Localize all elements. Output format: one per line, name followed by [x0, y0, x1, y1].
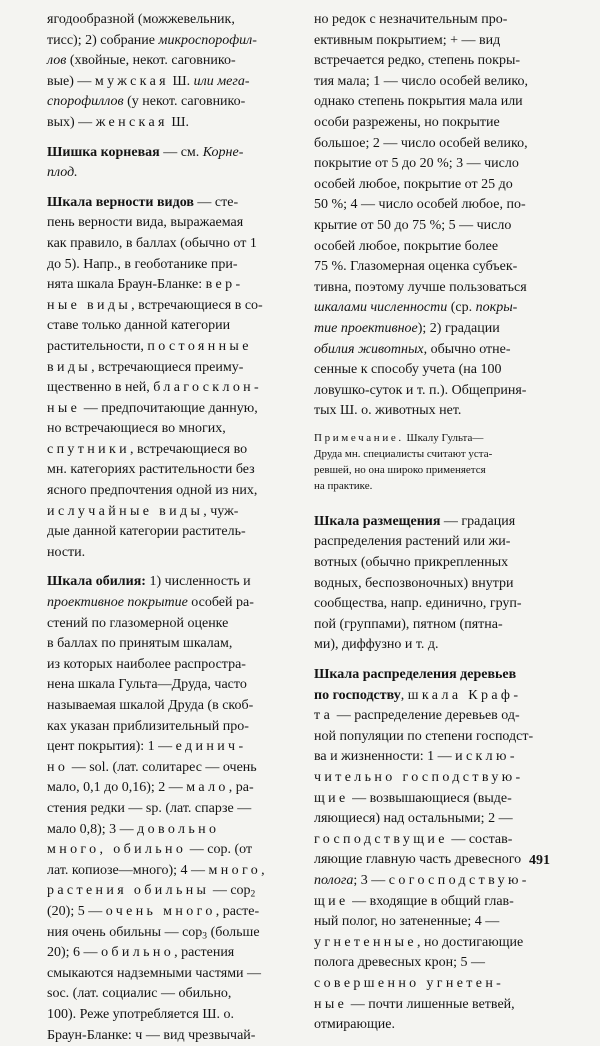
text-span: , ра-	[229, 780, 254, 795]
text-span: микроспорофил-	[159, 33, 257, 48]
text-line	[47, 419, 305, 440]
text-line	[47, 964, 305, 985]
text-span: — градация	[440, 514, 515, 529]
blank-line	[47, 134, 305, 143]
text-span: 2	[251, 890, 256, 900]
text-line	[314, 175, 560, 196]
text-line	[47, 399, 305, 420]
text-span: мн. категориях растительности без	[47, 462, 255, 477]
text-span: крытие от 50 до 75 %; 5 — число	[314, 218, 511, 233]
text-span: пой (группами), пятном (пятна-	[314, 617, 503, 632]
text-span: ,	[401, 688, 408, 703]
text-span: обильно	[101, 945, 174, 960]
text-line	[47, 440, 305, 461]
text-span: , встречающиеся преиму-	[91, 360, 243, 375]
text-line	[314, 727, 560, 748]
text-span: совершенно угнетен-	[314, 976, 504, 991]
text-span: 3	[202, 931, 207, 941]
text-span: Корне-	[203, 145, 244, 160]
text-line	[314, 10, 560, 31]
text-line	[314, 195, 560, 216]
text-span: та	[314, 708, 333, 723]
text-span: 100). Реже употребляется Ш. о.	[47, 1007, 234, 1022]
text-line	[314, 512, 560, 533]
text-line	[47, 902, 305, 923]
text-line	[47, 778, 305, 799]
text-span: распределения растений или жи-	[314, 534, 510, 549]
text-line	[314, 216, 560, 237]
text-span: мало	[186, 780, 229, 795]
text-span: называемая шкалой Друда (в скоб-	[47, 698, 253, 713]
text-span: обилия животных	[314, 342, 424, 357]
text-span: , растения	[174, 945, 234, 960]
text-line	[314, 706, 560, 727]
text-span: плод.	[47, 165, 78, 180]
text-span: — распределение деревьев од-	[333, 708, 519, 723]
text-span: — см.	[160, 145, 203, 160]
text-line	[47, 799, 305, 820]
text-span: 1) численность и	[146, 574, 251, 589]
text-line	[314, 850, 560, 871]
text-line	[314, 974, 560, 995]
text-span: из которых наиболее распростра-	[47, 657, 246, 672]
right-column	[314, 10, 560, 1036]
text-span: спорофиллов	[47, 94, 124, 109]
text-span: вых) —	[47, 115, 96, 130]
text-line	[47, 143, 305, 164]
text-span: 20); 6 —	[47, 945, 101, 960]
text-line	[314, 381, 560, 402]
text-span: но	[47, 760, 68, 775]
text-line	[314, 594, 560, 615]
text-span: щие	[314, 791, 349, 806]
page-number: 491	[529, 853, 550, 869]
text-line	[47, 655, 305, 676]
text-line	[47, 255, 305, 276]
text-span: ния очень обильны — cop	[47, 925, 202, 940]
text-span: (хвойные, некот. саговнико-	[66, 53, 235, 68]
text-line	[47, 717, 305, 738]
text-span: виды	[47, 360, 91, 375]
text-span: особей ра-	[188, 595, 254, 610]
blank-line	[314, 503, 560, 512]
text-span: soc. (лат. социалис — обильно,	[47, 986, 231, 1001]
text-span: пень верности вида, выражаемая	[47, 215, 243, 230]
text-line	[47, 213, 305, 234]
text-span: ); 2) градации	[418, 321, 500, 336]
text-line	[314, 912, 560, 933]
text-line	[47, 316, 305, 337]
text-line	[314, 615, 560, 636]
text-line	[314, 553, 560, 574]
text-span: полога	[314, 873, 353, 888]
note-line	[314, 446, 560, 462]
text-span: — cop. (от	[186, 842, 252, 857]
text-line	[47, 460, 305, 481]
text-span: — sol. (лат. солитарес — очень	[68, 760, 256, 775]
text-line	[47, 696, 305, 717]
text-span: много, обильно	[47, 842, 186, 857]
text-span: ловушко-суток и т. п.). Общеприня-	[314, 383, 526, 398]
note-line	[314, 430, 560, 446]
text-span: растения обильны	[47, 883, 209, 898]
text-span: большое; 2 — число особей велико,	[314, 136, 528, 151]
text-span: стений по глазомерной оценке	[47, 616, 228, 631]
blank-line	[314, 656, 560, 665]
text-line	[47, 31, 305, 52]
text-line	[314, 31, 560, 52]
text-line	[47, 881, 305, 902]
text-span: , но достигающие	[417, 935, 523, 950]
text-span: тых Ш. о. животных нет.	[314, 403, 461, 418]
text-line	[47, 820, 305, 841]
text-span: ва и жизненности: 1 —	[314, 749, 455, 764]
text-span: сообщества, напр. единично, груп-	[314, 596, 522, 611]
text-span: как правило, в баллах (обычно от 1	[47, 236, 257, 251]
text-line	[314, 154, 560, 175]
text-line	[47, 92, 305, 113]
text-span: чительно господствую-	[314, 770, 524, 785]
text-span: постоянные	[147, 339, 251, 354]
text-span: особей любое, покрытие более	[314, 239, 498, 254]
text-line	[314, 1015, 560, 1036]
text-line	[314, 871, 560, 892]
text-line	[314, 953, 560, 974]
left-column	[47, 10, 305, 1046]
text-line	[314, 892, 560, 913]
entry-headword: по господству	[314, 688, 401, 703]
text-line	[47, 543, 305, 564]
text-span: Ш.	[168, 115, 189, 130]
text-line	[47, 634, 305, 655]
text-span: 75 %. Глазомерная оценка субъек-	[314, 259, 517, 274]
text-span: очень много	[106, 904, 216, 919]
text-span: особей любое, покрытие от 25 до	[314, 177, 513, 192]
text-line	[314, 72, 560, 93]
text-span: и	[47, 504, 58, 519]
blank-line	[47, 184, 305, 193]
entry-headword: Шкала верности видов	[47, 195, 194, 210]
text-span: , обычно отне-	[424, 342, 511, 357]
text-span: шкалами численности	[314, 300, 447, 315]
text-span: , чуж-	[203, 504, 238, 519]
text-span: женская	[96, 115, 168, 130]
text-span: лат. копиозе—много); 4 —	[47, 863, 209, 878]
text-line	[47, 758, 305, 779]
text-span: цент покрытия): 1 —	[47, 739, 176, 754]
text-span: Друда мн. специалисты считают уста-	[314, 448, 492, 460]
text-span: особи разрежены, но покрытие	[314, 115, 500, 130]
text-line	[47, 193, 305, 214]
text-line	[47, 675, 305, 696]
text-line	[47, 923, 305, 944]
text-span: покрытие от 5 до 20 %; 3 — число	[314, 156, 519, 171]
text-line	[314, 257, 560, 278]
text-line	[47, 614, 305, 635]
text-line	[314, 278, 560, 299]
text-span: — входящие в общий глав-	[349, 894, 514, 909]
text-span: смыкаются надземными частями —	[47, 966, 261, 981]
text-line	[47, 234, 305, 255]
text-line	[314, 319, 560, 340]
text-line	[314, 809, 560, 830]
text-span: ные виды	[47, 298, 131, 313]
entry-headword: Шкала распределения деревьев	[314, 667, 516, 682]
text-line	[47, 1005, 305, 1026]
text-line	[47, 593, 305, 614]
text-span: нята шкала Браун-Бланке:	[47, 277, 206, 292]
text-span: , расте-	[216, 904, 259, 919]
text-line	[314, 830, 560, 851]
text-span: господствущие	[314, 832, 448, 847]
text-span: щественно в ней,	[47, 380, 153, 395]
text-span: спутники	[47, 442, 130, 457]
text-span: ляющиеся) над остальными; 2 —	[314, 811, 513, 826]
text-line	[47, 51, 305, 72]
text-span: в баллах по принятым шкалам,	[47, 636, 232, 651]
text-span: вые) —	[47, 74, 95, 89]
blank-line	[314, 422, 560, 430]
note-line	[314, 478, 560, 494]
text-span: угнетенные	[314, 935, 417, 950]
text-line	[314, 635, 560, 656]
text-span: (больше	[207, 925, 259, 940]
text-span: ках указан приблизительный про-	[47, 719, 249, 734]
text-span: ревшей, но она широко применяется	[314, 464, 486, 476]
text-span: или мега-	[194, 74, 250, 89]
text-line	[47, 943, 305, 964]
text-span: ные	[47, 401, 80, 416]
text-line	[314, 665, 560, 686]
text-line	[47, 861, 305, 882]
text-span: но встречающиеся во многих,	[47, 421, 226, 436]
text-span: тивна, поэтому лучше пользоваться	[314, 280, 527, 295]
text-span: единич-	[176, 739, 247, 754]
text-span: водных, беспозвоночных) внутри	[314, 576, 514, 591]
text-span: мужская	[95, 74, 169, 89]
entry-headword: Шкала размещения	[314, 514, 440, 529]
text-span: полога древесных крон; 5 —	[314, 955, 485, 970]
blank-line	[47, 563, 305, 572]
text-line	[47, 163, 305, 184]
text-span: — почти лишенные ветвей,	[347, 997, 514, 1012]
text-span: довольно	[137, 822, 219, 837]
text-line	[47, 275, 305, 296]
text-span: — возвышающиеся (выде-	[349, 791, 512, 806]
text-span: (20); 5 —	[47, 904, 106, 919]
text-line	[314, 574, 560, 595]
text-line	[47, 296, 305, 317]
text-span: однако степень покрытия мала или	[314, 94, 523, 109]
text-line	[47, 1026, 305, 1046]
text-span: исклю-	[455, 749, 518, 764]
text-span: до 5). Напр., в геоботанике при-	[47, 257, 238, 272]
text-span: но редок с незначительным про-	[314, 12, 507, 27]
text-span: (у некот. саговнико-	[124, 94, 246, 109]
text-line	[314, 747, 560, 768]
text-span: ный полог, но затененные; 4 —	[314, 914, 499, 929]
text-line	[314, 51, 560, 72]
text-line	[314, 298, 560, 319]
text-span: вер-	[206, 277, 244, 292]
text-span: ,	[261, 863, 265, 878]
entry-headword: Шкала обилия:	[47, 574, 146, 589]
text-span: шкала Краф-	[408, 688, 522, 703]
text-line	[47, 378, 305, 399]
blank-line	[314, 494, 560, 503]
text-line	[47, 72, 305, 93]
text-span: проективное покрытие	[47, 595, 188, 610]
text-span: мало 0,8); 3 —	[47, 822, 137, 837]
text-span: (ср.	[447, 300, 475, 315]
text-line	[314, 768, 560, 789]
text-span: ности.	[47, 545, 85, 560]
text-line	[47, 113, 305, 134]
text-line	[47, 984, 305, 1005]
text-span: лов	[47, 53, 66, 68]
text-span: — сте-	[194, 195, 238, 210]
text-span: ные	[314, 997, 347, 1012]
text-span: покры-	[476, 300, 518, 315]
text-line	[314, 113, 560, 134]
text-span: сенные к способу учета (на 100	[314, 362, 502, 377]
text-span: , встречающиеся в со-	[131, 298, 263, 313]
text-span: ; 3 —	[353, 873, 388, 888]
text-line	[314, 789, 560, 810]
text-span: встречается редко, степень покры-	[314, 53, 520, 68]
text-line	[314, 360, 560, 381]
text-span: Примечание.	[314, 432, 404, 444]
text-span: тие проективное	[314, 321, 418, 336]
text-span: — предпочитающие данную,	[80, 401, 258, 416]
text-line	[314, 92, 560, 113]
text-line	[47, 10, 305, 31]
text-span: Ш.	[169, 74, 194, 89]
text-line	[314, 340, 560, 361]
note-line	[314, 462, 560, 478]
text-span: случайные виды	[58, 504, 203, 519]
text-span: ягодообразной (можжевельник,	[47, 12, 235, 27]
text-line	[314, 532, 560, 553]
text-span: ми), диффузно и т. д.	[314, 637, 439, 652]
text-span: дые данной категории раститель-	[47, 524, 246, 539]
text-span: стения редки — sp. (лат. спарзе —	[47, 801, 251, 816]
text-span: , встречающиеся во	[130, 442, 247, 457]
text-line	[47, 572, 305, 593]
text-line	[47, 502, 305, 523]
text-line	[314, 995, 560, 1016]
text-line	[47, 481, 305, 502]
text-span: — состав-	[448, 832, 513, 847]
text-span: ляющие главную часть древесного	[314, 852, 521, 867]
text-line	[47, 737, 305, 758]
text-span: ясного предпочтения одной из них,	[47, 483, 257, 498]
text-span: вотных (обычно прикрепленных	[314, 555, 508, 570]
text-line	[314, 686, 560, 707]
text-line	[47, 358, 305, 379]
text-span: Шкалу Гульта—	[404, 432, 484, 444]
text-line	[314, 401, 560, 422]
text-line	[47, 337, 305, 358]
text-span: — cop	[209, 883, 250, 898]
text-span: нена шкала Гульта—Друда, часто	[47, 677, 247, 692]
text-span: ставе только данной категории	[47, 318, 230, 333]
text-span: отмирающие.	[314, 1017, 395, 1032]
entry-headword: Шишка корневая	[47, 145, 160, 160]
text-span: мало, 0,1 до 0,16); 2 —	[47, 780, 186, 795]
text-span: щие	[314, 894, 349, 909]
text-line	[47, 840, 305, 861]
text-span: тисс); 2) собрание	[47, 33, 159, 48]
text-span: ективным покрытием; + — вид	[314, 33, 500, 48]
text-span: много	[209, 863, 262, 878]
text-span: тия мала; 1 — число особей велико,	[314, 74, 528, 89]
text-span: ной популяции по степени господст-	[314, 729, 533, 744]
text-line	[314, 933, 560, 954]
text-line	[314, 237, 560, 258]
text-line	[314, 134, 560, 155]
text-span: согосподствую-	[389, 873, 530, 888]
text-span: растительности,	[47, 339, 147, 354]
text-line	[47, 522, 305, 543]
text-span: благосклон-	[153, 380, 262, 395]
text-span: Браун-Бланке: ч — вид чрезвычай-	[47, 1028, 255, 1043]
text-span: на практике.	[314, 480, 372, 492]
text-span: 50 %; 4 — число особей любое, по-	[314, 197, 526, 212]
